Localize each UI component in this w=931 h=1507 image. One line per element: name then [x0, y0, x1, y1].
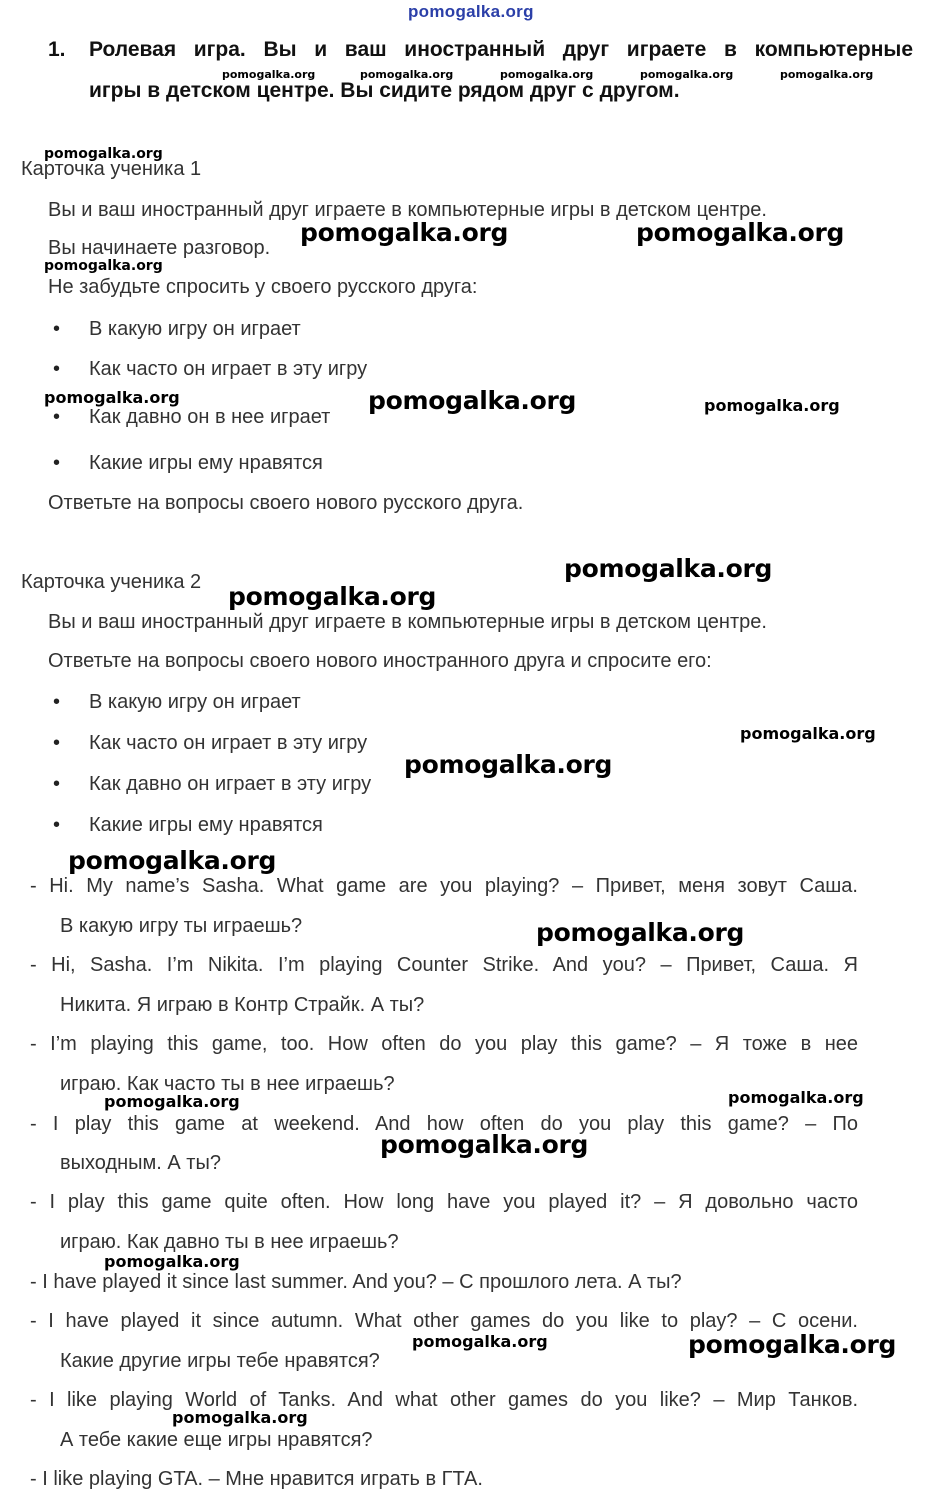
- card-2-bullet-4: Какие игры ему нравятся: [89, 814, 323, 836]
- card-1-bullet-3: Как давно он в нее играет: [89, 406, 331, 428]
- card-2-bullet-2: Как часто он играет в эту игру: [89, 732, 368, 754]
- task-title-line-2: игры в детском центре. Вы сидите рядом друг с другом.: [89, 79, 680, 102]
- watermark: pomogalka.org: [780, 68, 874, 81]
- watermark: pomogalka.org: [44, 146, 163, 162]
- dialogue-line-continuation: выходным. А ты?: [60, 1152, 221, 1174]
- watermark: pomogalka.org: [640, 68, 734, 81]
- dialogue-line: - I like playing World of Tanks. And what other games do you like? – Мир Танков.: [30, 1389, 858, 1411]
- card-1-prompt: Не забудьте спросить у своего русского друга:: [48, 276, 478, 298]
- bullet-icon: •: [53, 406, 61, 428]
- card-1-bullet-2: Как часто он играет в эту игру: [89, 358, 368, 380]
- watermark: pomogalka.org: [704, 396, 840, 415]
- dialogue-line: - I have played it since last summer. And you? – С прошлого лета. А ты?: [30, 1271, 682, 1293]
- dialogue-line-continuation: Никита. Я играю в Контр Страйк. А ты?: [60, 994, 425, 1016]
- watermark: pomogalka.org: [636, 218, 845, 247]
- card-1-closing: Ответьте на вопросы своего нового русского друга.: [48, 492, 524, 514]
- card-2-intro-2: Ответьте на вопросы своего нового иностранного друга и спросите его:: [48, 650, 712, 672]
- dialogue-line: - Hi. My name’s Sasha. What game are you playing? – Привет, меня зовут Саша.: [30, 875, 858, 897]
- card-1-bullet-1: В какую игру он играет: [89, 318, 301, 340]
- dialogue-line-continuation: А тебе какие еще игры нравятся?: [60, 1429, 373, 1451]
- bullet-icon: •: [53, 732, 61, 754]
- watermark: pomogalka.org: [300, 218, 509, 247]
- watermark: pomogalka.org: [536, 918, 745, 947]
- watermark: pomogalka.org: [380, 1130, 589, 1159]
- watermark: pomogalka.org: [172, 1408, 308, 1427]
- dialogue-line-continuation: Какие другие игры тебе нравятся?: [60, 1350, 380, 1372]
- card-2-title: Карточка ученика 2: [21, 571, 202, 593]
- watermark: pomogalka.org: [688, 1330, 897, 1359]
- watermark: pomogalka.org: [104, 1092, 240, 1111]
- task-title-line-1: Ролевая игра. Вы и ваш иностранный друг играете в компьютерные: [89, 38, 913, 61]
- watermark: pomogalka.org: [728, 1088, 864, 1107]
- bullet-icon: •: [53, 773, 61, 795]
- card-2-bullet-1: В какую игру он играет: [89, 691, 301, 713]
- watermark: pomogalka.org: [228, 582, 437, 611]
- header-watermark: pomogalka.org: [408, 2, 534, 21]
- card-2-bullet-3: Как давно он играет в эту игру: [89, 773, 372, 795]
- dialogue-line: - I like playing GTA. – Мне нравится играть в ГТА.: [30, 1468, 483, 1490]
- watermark: pomogalka.org: [44, 388, 180, 407]
- watermark: pomogalka.org: [404, 750, 613, 779]
- bullet-icon: •: [53, 358, 61, 380]
- card-1-intro-1: Вы и ваш иностранный друг играете в компьютерные игры в детском центре.: [48, 199, 767, 221]
- dialogue-line-continuation: играю. Как давно ты в нее играешь?: [60, 1231, 399, 1253]
- dialogue-line-continuation: В какую игру ты играешь?: [60, 915, 303, 937]
- watermark: pomogalka.org: [412, 1332, 548, 1351]
- bullet-icon: •: [53, 318, 61, 340]
- dialogue-line: - I play this game quite often. How long have you played it? – Я довольно часто: [30, 1191, 858, 1213]
- task-number: 1.: [48, 38, 66, 61]
- watermark: pomogalka.org: [368, 386, 577, 415]
- bullet-icon: •: [53, 452, 61, 474]
- dialogue-line: - Hi, Sasha. I’m Nikita. I’m playing Counter Strike. And you? – Привет, Саша. Я: [30, 954, 858, 976]
- watermark: pomogalka.org: [44, 258, 163, 274]
- card-1-intro-2: Вы начинаете разговор.: [48, 237, 271, 259]
- bullet-icon: •: [53, 691, 61, 713]
- dialogue-line: - I have played it since autumn. What other games do you like to play? – С осени.: [30, 1310, 858, 1332]
- watermark: pomogalka.org: [740, 724, 876, 743]
- dialogue-line-continuation: играю. Как часто ты в нее играешь?: [60, 1073, 395, 1095]
- bullet-icon: •: [53, 814, 61, 836]
- watermark: pomogalka.org: [104, 1252, 240, 1271]
- watermark: pomogalka.org: [564, 554, 773, 583]
- dialogue-line: - I’m playing this game, too. How often do you play this game? – Я тоже в нее: [30, 1033, 858, 1055]
- dialogue-line: - I play this game at weekend. And how often do you play this game? – По: [30, 1113, 858, 1135]
- card-2-intro-1: Вы и ваш иностранный друг играете в компьютерные игры в детском центре.: [48, 611, 767, 633]
- watermark: pomogalka.org: [360, 68, 454, 81]
- watermark: pomogalka.org: [222, 68, 316, 81]
- card-1-title: Карточка ученика 1: [21, 158, 202, 180]
- watermark: pomogalka.org: [500, 68, 594, 81]
- card-1-bullet-4: Какие игры ему нравятся: [89, 452, 323, 474]
- watermark: pomogalka.org: [68, 846, 277, 875]
